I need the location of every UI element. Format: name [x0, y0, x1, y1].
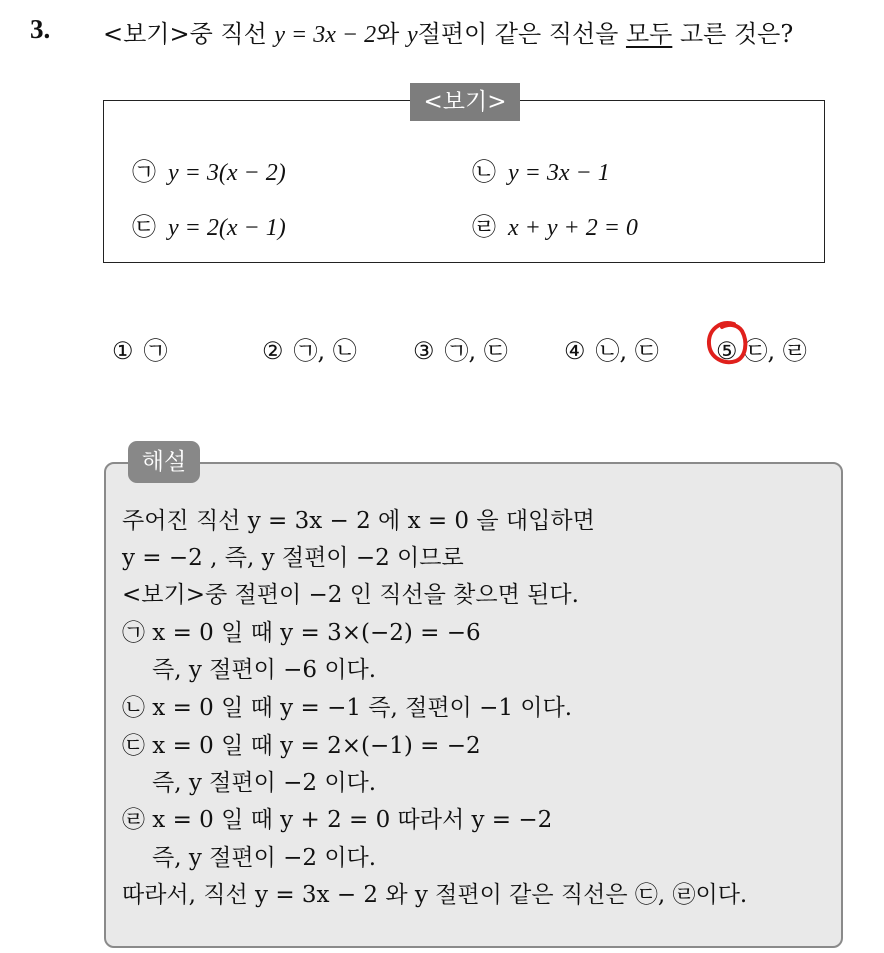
solution-line-11: 따라서, 직선 y = 3x − 2 와 y 절편이 같은 직선은 ㉢, ㉣이다.: [122, 882, 748, 908]
solution-line-1: 주어진 직선 y = 3x − 2 에 x = 0 을 대입하면: [122, 508, 595, 534]
question-text: [103, 14, 793, 49]
choice-number-3: ③: [413, 337, 435, 365]
solution-line-8: 즉, y 절편이 −2 이다.: [152, 770, 377, 796]
bogi-item-4: [472, 207, 638, 242]
bogi-item-2: [472, 152, 610, 187]
choice-number-1: ①: [112, 337, 134, 365]
bogi-title: <보기>: [410, 83, 520, 121]
solution-line-10: 즉, y 절편이 −2 이다.: [152, 845, 377, 871]
bogi-item-3: [132, 207, 286, 242]
choice-label-3: ㉠, ㉢: [444, 337, 508, 365]
choice-label-1: ㉠: [143, 337, 168, 365]
solution-line-4: ㉠ x = 0 일 때 y = 3×(−2) = −6: [122, 620, 481, 646]
question-text-end: 고른 것은?: [672, 20, 794, 48]
solution-line-9: ㉣ x = 0 일 때 y + 2 = 0 따라서 y = −2: [122, 807, 553, 833]
solution-line-7: ㉢ x = 0 일 때 y = 2×(−1) = −2: [122, 733, 481, 759]
question-text-middle: 와: [376, 20, 407, 48]
bogi-marker-3: ㉢: [132, 213, 156, 241]
bogi-equation-4: x + y + 2 = 0: [508, 215, 638, 241]
choice-number-5: ⑤: [716, 337, 738, 365]
bogi-marker-4: ㉣: [472, 213, 496, 241]
choice-label-5: ㉢, ㉣: [743, 337, 807, 365]
bogi-item-1: [132, 152, 286, 187]
question-text-after: 절편이 같은 직선을: [417, 20, 626, 48]
choice-label-4: ㉡, ㉢: [595, 337, 659, 365]
choice-label-2: ㉠, ㉡: [293, 337, 357, 365]
solution-line-5: 즉, y 절편이 −6 이다.: [152, 657, 377, 683]
question-text-before: <보기>중 직선: [103, 20, 275, 48]
choice-4[interactable]: [564, 331, 659, 366]
bogi-marker-1: ㉠: [132, 158, 156, 186]
question-y-var: y: [406, 22, 418, 48]
question-number: 3.: [30, 14, 51, 44]
choice-1[interactable]: [112, 331, 168, 366]
question-emphasis: 모두: [625, 20, 673, 48]
bogi-equation-1: y = 3(x − 2): [168, 160, 286, 186]
answer-circle-mark: [704, 318, 750, 368]
solution-line-6: ㉡ x = 0 일 때 y = −1 즉, 절편이 −1 이다.: [122, 695, 573, 721]
choice-number-4: ④: [564, 337, 586, 365]
bogi-equation-3: y = 2(x − 1): [168, 215, 286, 241]
choice-number-2: ②: [262, 337, 284, 365]
solution-line-3: <보기>중 절편이 −2 인 직선을 찾으면 된다.: [122, 582, 579, 608]
solution-line-2: y = −2 , 즉, y 절편이 −2 이므로: [122, 545, 464, 571]
solution-title: 해설: [128, 441, 200, 483]
bogi-marker-2: ㉡: [472, 158, 496, 186]
bogi-equation-2: y = 3x − 1: [508, 160, 610, 186]
choice-2[interactable]: [262, 331, 357, 366]
question-equation: y = 3x − 2: [274, 22, 377, 48]
choice-3[interactable]: [413, 331, 508, 366]
